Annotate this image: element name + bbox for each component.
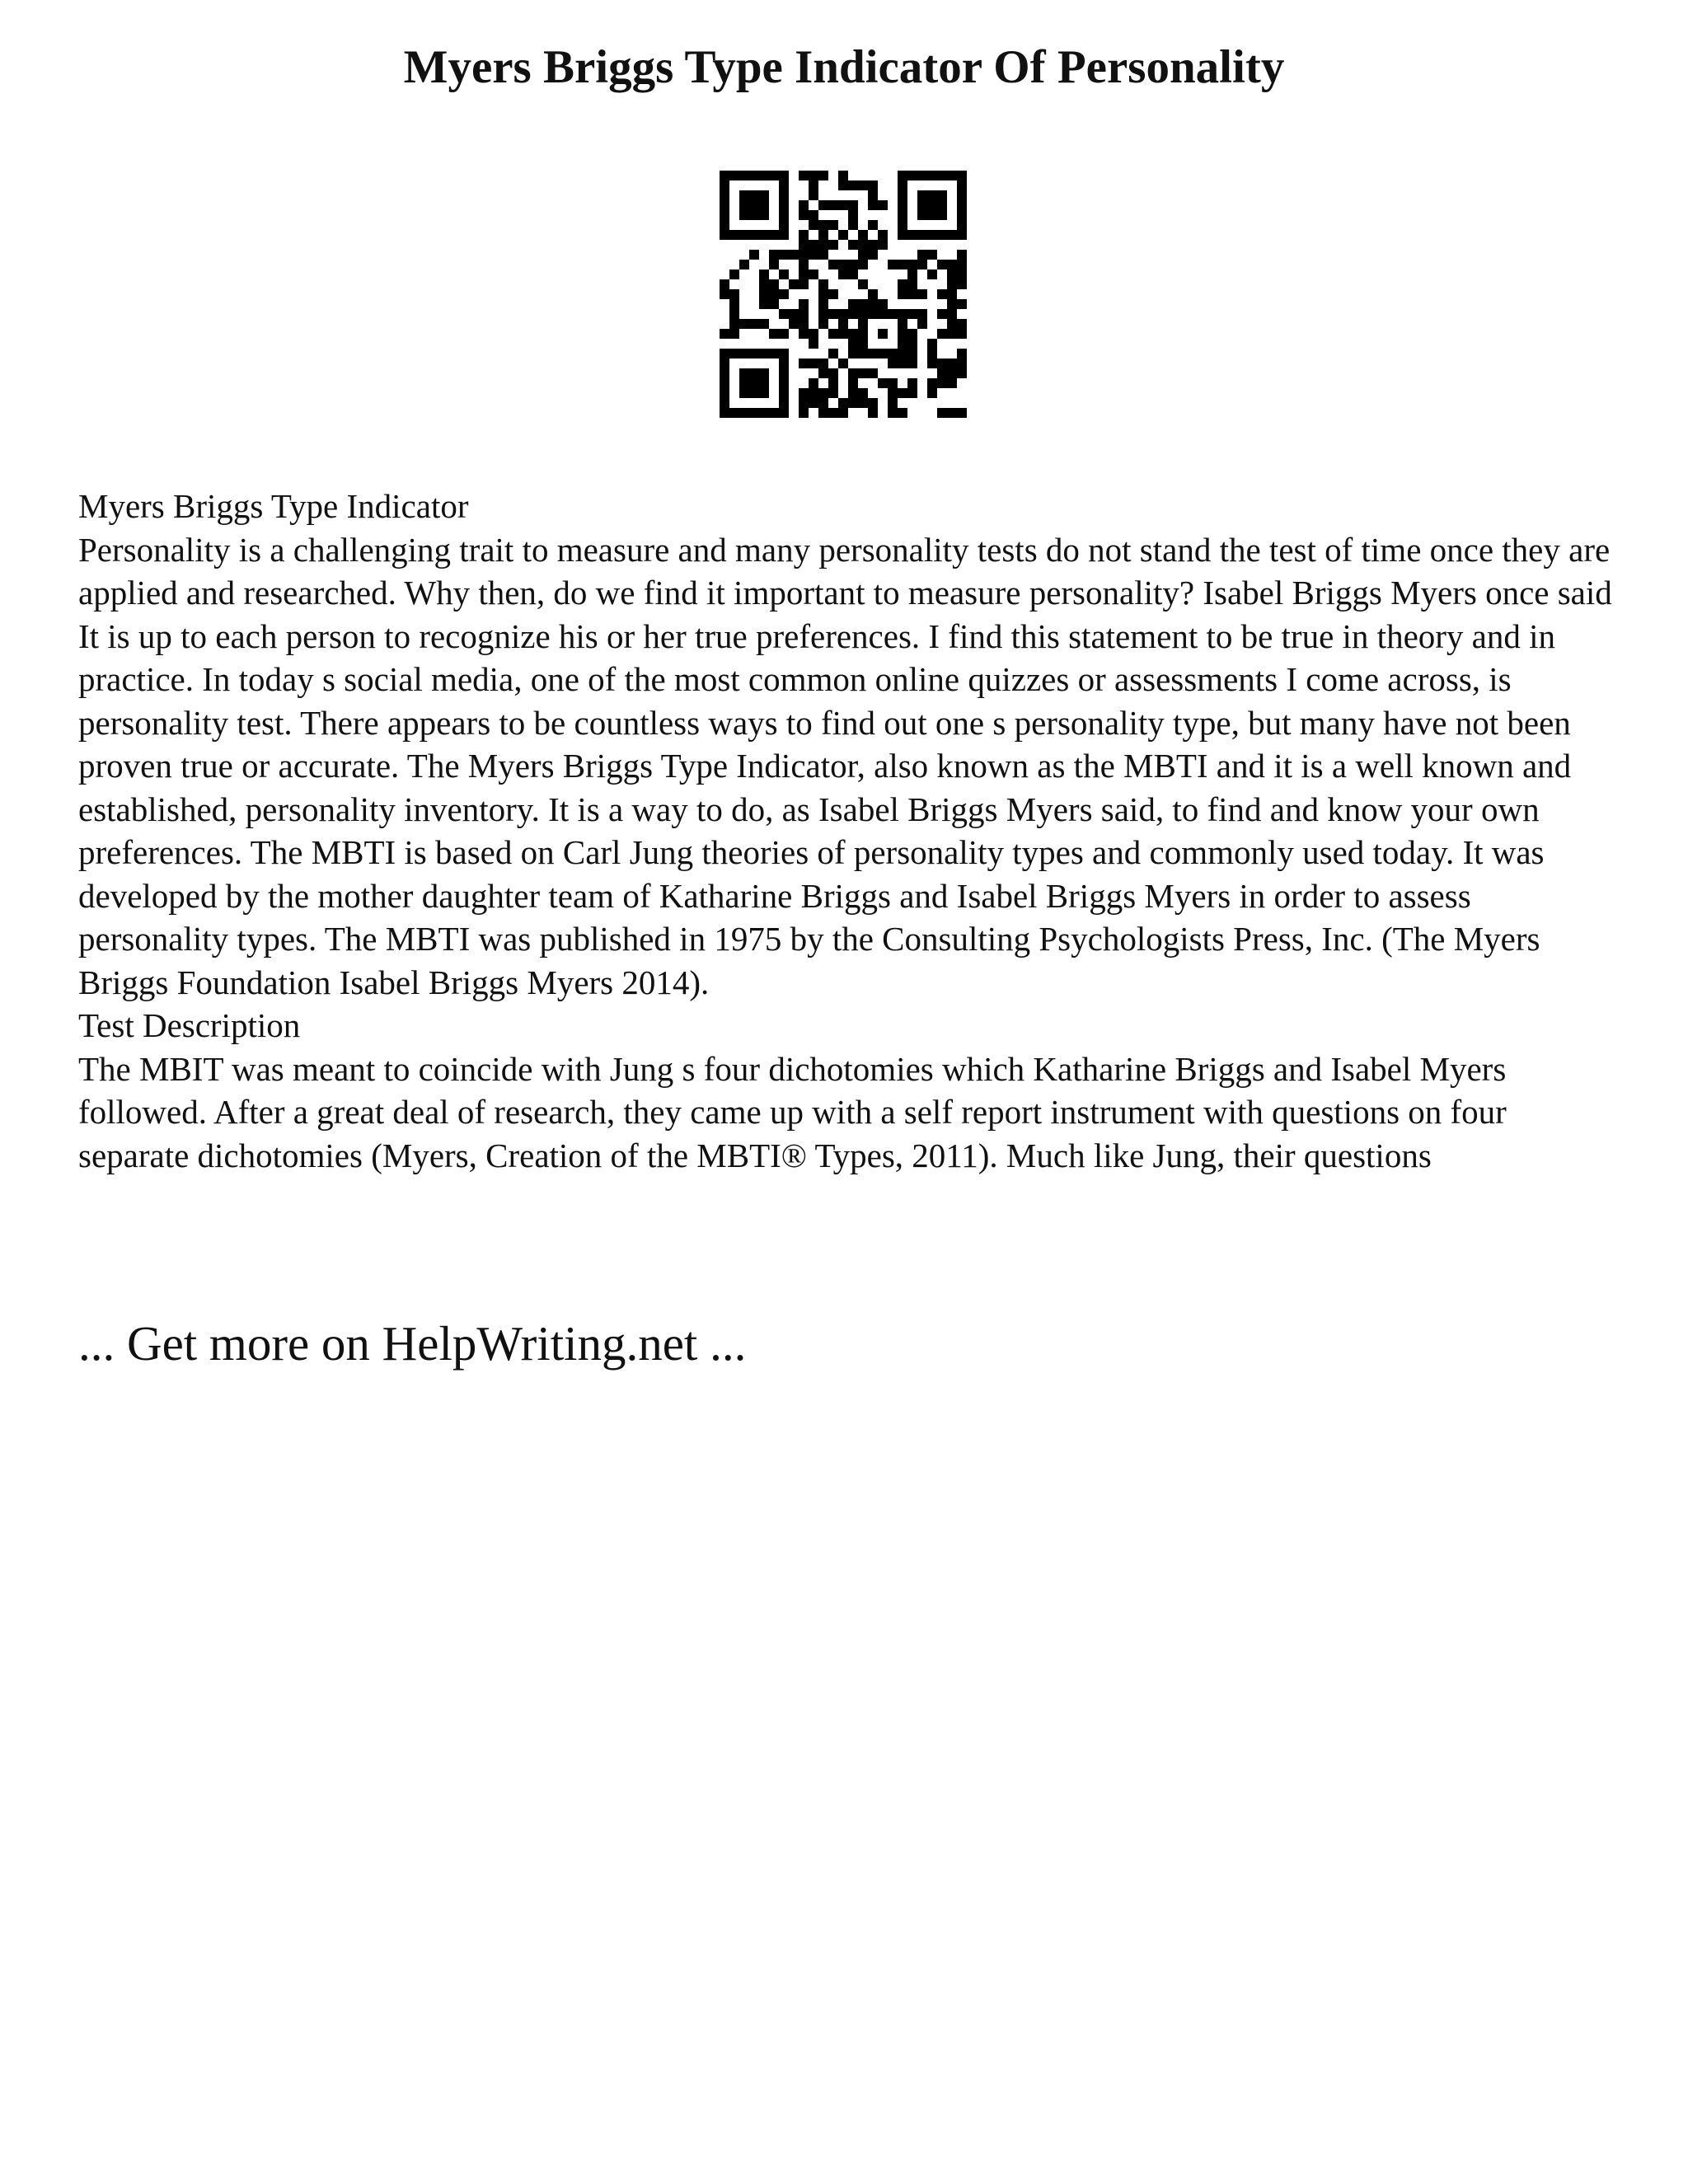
document-body bbox=[78, 485, 1620, 1177]
get-more-link[interactable]: ... Get more on HelpWriting.net ... bbox=[78, 1316, 747, 1371]
section-heading: Myers Briggs Type Indicator bbox=[78, 487, 469, 525]
document-title: Myers Briggs Type Indicator Of Personality bbox=[403, 41, 1285, 93]
section-heading: Test Description bbox=[78, 1006, 301, 1044]
body-paragraph: The MBIT was meant to coincide with Jung s four dichotomies which Katharine Briggs and Isabel Myers followed. After a great deal of research, they came up with a self report instrument with questions on four separate dichotomies (Myers, Creation of the MBTI® Types, 2011). Much like Jung, their questions bbox=[78, 1049, 1507, 1174]
body-paragraph: Personality is a challenging trait to measure and many personality tests do not stand the test of time once they are applied and researched. Why then, do we find it important to measure personality? Isabel Briggs Myers once said It is up to each person to recognize his or her true preferences. I find this statement to be true in theory and in practice. In today s social media, one of the most common online quizzes or assessments I come across, is personality test. There appears to be countless ways to find out one s personality type, but many have not been proven true or accurate. The Myers Briggs Type Indicator, also known as the MBTI and it is a well known and established, personality inventory. It is a way to do, as Isabel Briggs Myers said, to find and know your own preferences. The MBTI is based on Carl Jung theories of personality types and commonly used today. It was developed by the mother daughter team of Katharine Briggs and Isabel Briggs Myers in order to assess personality types. The MBTI was published in 1975 by the Consulting Psychologists Press, Inc. (The Myers Briggs Foundation Isabel Briggs Myers 2014). bbox=[78, 530, 1612, 1001]
qr-code-icon bbox=[720, 171, 967, 418]
